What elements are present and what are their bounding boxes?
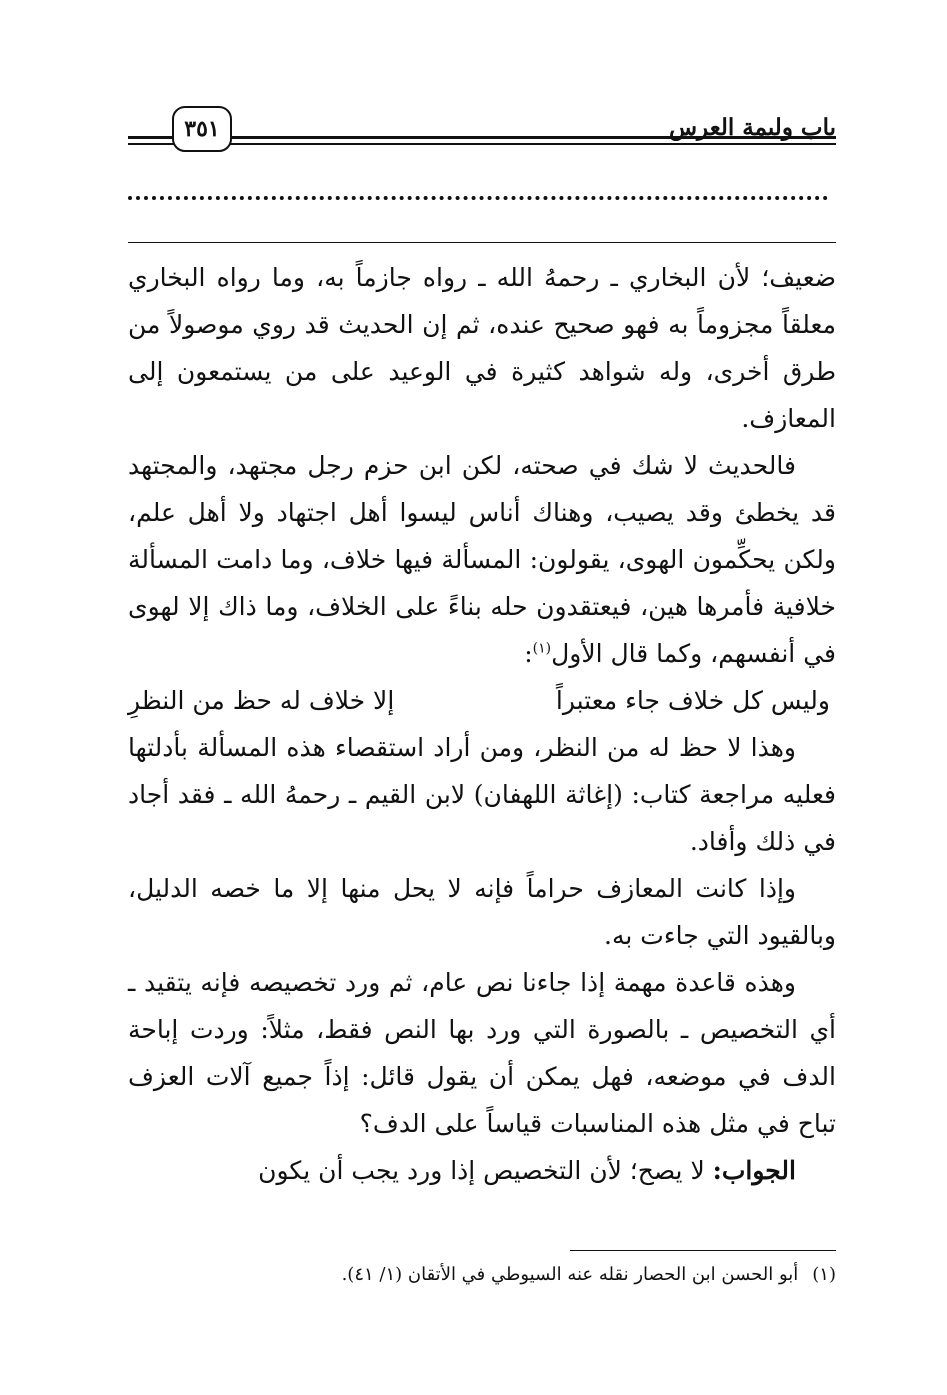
page-body	[128, 254, 836, 1194]
paragraph-3: وهذا لا حظ له من النظر، ومن أراد استقصاء هذه المسألة بأدلتها فعليه مراجعة كتاب: (إغاثة اللهفان) لابن القيم ـ رحمهُ الله ـ فقد أجاد في ذلك وأفاد.	[128, 733, 836, 856]
paragraph-2-text: فالحديث لا شك في صحته، لكن ابن حزم رجل مجتهد، والمجتهد قد يخطئ وقد يصيب، وهناك أناس ليسوا أهل اجتهاد ولا أهل علم، ولكن يحكِّمون الهوى، يقولون: المسألة فيها خلاف، وما دامت المسألة خلافية فأمرها هين، فيعتقدون حله بناءً على الخلاف، وما ذاك إلا لهوى في أنفسهم، وكما قال الأول	[128, 451, 836, 668]
header-rule-thin	[128, 143, 836, 145]
poetry-verse	[128, 677, 836, 724]
answer-label: الجواب:	[712, 1156, 796, 1185]
paragraph-6-text: لا يصح؛ لأن التخصيص إذا ورد يجب أن يكون	[258, 1156, 713, 1185]
footnote-reference[interactable]: (١)	[532, 640, 552, 657]
paragraph-1: ضعيف؛ لأن البخاري ـ رحمهُ الله ـ رواه جازماً به، وما رواه البخاري معلقاً مجزوماً به فهو صحيح عنده، ثم إن الحديث قد روي موصولاً من طرق أخرى، وله شواهد كثيرة في الوعيد على من يستمعون إلى المعازف.	[128, 263, 836, 433]
footnote-text: أبو الحسن ابن الحصار نقله عنه السيوطي في الأتقان (١/ ٤١).	[341, 1264, 799, 1285]
footnote	[236, 1260, 836, 1290]
paragraph-2-end: :	[524, 639, 533, 668]
dotted-separator	[128, 196, 828, 200]
page-header	[128, 98, 836, 158]
paragraph-4: وإذا كانت المعازف حراماً فإنه لا يحل منها إلا ما خصه الدليل، وبالقيود التي جاءت به.	[128, 874, 836, 950]
paragraph-5: وهذه قاعدة مهمة إذا جاءنا نص عام، ثم ورد تخصيصه فإنه يتقيد ـ أي التخصيص ـ بالصورة التي ورد بها النص فقط، مثلاً: وردت إباحة الدف في موضعه، فهل يمكن أن يقول قائل: إذاً جميع آلات العزف تباح في مثل هذه المناسبات قياساً على الدف؟	[128, 968, 836, 1138]
chapter-title: باب وليمة العرس	[668, 114, 836, 141]
page-number: ٣٥١	[172, 106, 232, 152]
footnote-number: (١)	[812, 1264, 836, 1285]
verse-first-hemistich: وليس كل خلاف جاء معتبراً	[555, 686, 830, 715]
paragraph-2	[128, 442, 836, 677]
footnote-separator	[570, 1250, 836, 1251]
content-top-rule	[128, 242, 836, 243]
paragraph-6	[128, 1147, 836, 1194]
verse-second-hemistich: إلا خلاف له حظ من النظرِ	[128, 686, 395, 715]
